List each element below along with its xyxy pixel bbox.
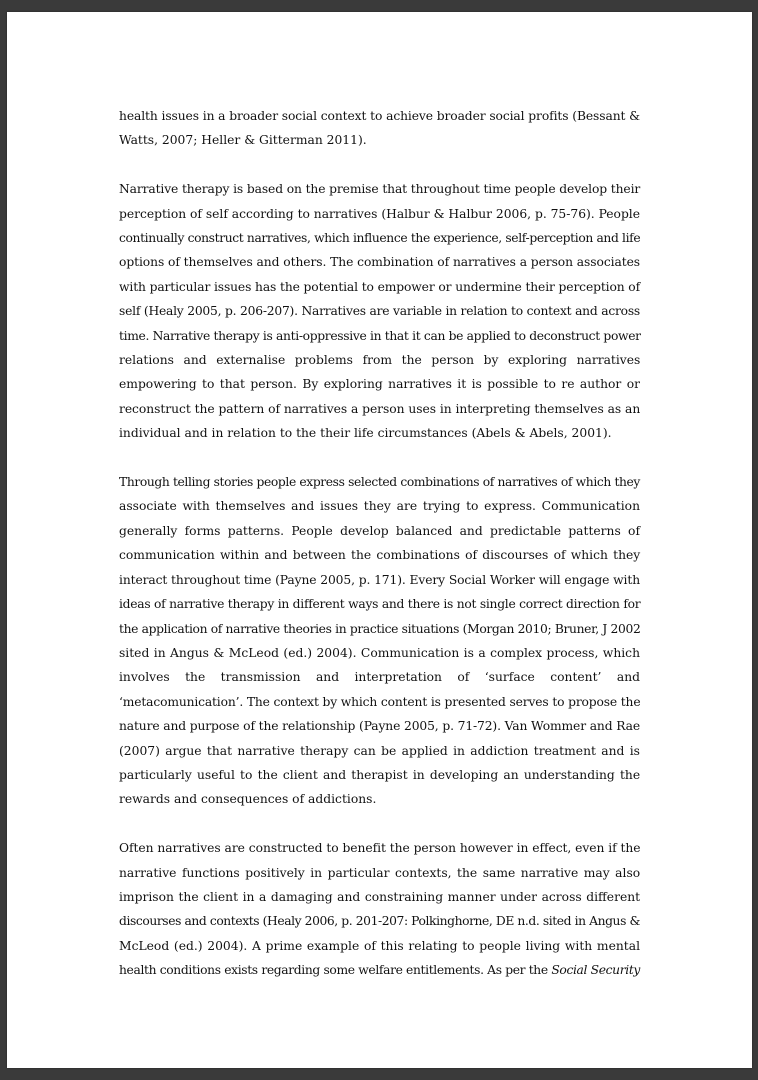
text-line: health conditions exists regarding some welfare entitlements. As per the <box>119 963 548 978</box>
text-line: rewards and consequences of addictions. <box>119 792 377 807</box>
text-line: associate with themselves and issues they are trying to express. Communication <box>119 499 640 514</box>
text-line: individual and in relation to the their life circumstances (Abels & Abels, 2001). <box>119 426 612 441</box>
text-line: imprison the client in a damaging and constraining manner under across different <box>119 889 641 904</box>
text-line: nature and purpose of the relationship (Payne 2005, p. 71-72). Van Wommer and Rae <box>119 719 640 734</box>
text-line: Watts, 2007; Heller & Gitterman 2011). <box>119 133 367 148</box>
italic-act-name: Social Security <box>551 963 640 978</box>
text-line: sited in Angus & McLeod (ed.) 2004). Communication is a complex process, which <box>119 645 640 660</box>
text-line: discourses and contexts (Healy 2006, p. 201-207: Polkinghorne, DE n.d. sited in Angus & <box>119 914 640 929</box>
text-line: health issues in a broader social context to achieve broader social profits (Bessant & <box>119 109 640 123</box>
text-line: the application of narrative theories in practice situations (Morgan 2010; Bruner, J 2002 <box>119 621 641 636</box>
paragraph-4 <box>119 836 640 982</box>
text-line: (2007) argue that narrative therapy can be applied in addiction treatment and is <box>119 743 640 758</box>
text-line: interact throughout time (Payne 2005, p. 171). Every Social Worker will engage with <box>119 572 641 587</box>
text-line: Narrative therapy is based on the premise that throughout time people develop their <box>119 182 641 197</box>
text-line: options of themselves and others. The combination of narratives a person associates <box>119 255 640 270</box>
paragraph-3 <box>119 470 640 812</box>
text-line: generally forms patterns. People develop balanced and predictable patterns of <box>119 523 640 538</box>
text-line: particularly useful to the client and therapist in developing an understanding the <box>119 767 641 782</box>
document-page <box>7 12 752 1068</box>
text-line: empowering to that person. By exploring narratives it is possible to re author or <box>119 377 640 392</box>
text-line: ‘metacomunication’. The context by which content is presented serves to propose the <box>119 694 641 709</box>
document-body <box>119 104 640 1007</box>
text-line: reconstruct the pattern of narratives a person uses in interpreting themselves as an <box>119 401 641 416</box>
text-line: involves the transmission and interpretation of ‘surface content’ and <box>119 670 640 685</box>
text-line: self (Healy 2005, p. 206-207). Narratives are variable in relation to context and across <box>119 304 640 319</box>
text-line: McLeod (ed.) 2004). A prime example of this relating to people living with mental <box>119 938 640 953</box>
text-line: continually construct narratives, which influence the experience, self-perception and life <box>119 231 641 246</box>
text-line: perception of self according to narratives (Halbur & Halbur 2006, p. 75-76). People <box>119 206 640 221</box>
paragraph-2 <box>119 177 640 445</box>
text-line: relations and externalise problems from the person by exploring narratives <box>119 353 641 368</box>
text-line: time. Narrative therapy is anti-oppressive in that it can be applied to deconstruct power <box>119 328 641 343</box>
text-line: with particular issues has the potential to empower or undermine their perception of <box>119 279 640 294</box>
text-line: communication within and between the combinations of discourses of which they <box>119 548 641 563</box>
text-line: Through telling stories people express selected combinations of narratives of which they <box>119 475 640 490</box>
text-line-with-italic-tail <box>119 958 640 982</box>
text-line: ideas of narrative therapy in different ways and there is not single correct direction for <box>119 597 641 612</box>
paragraph-1 <box>119 104 640 153</box>
text-line: narrative functions positively in particular contexts, the same narrative may also <box>119 865 641 880</box>
text-line: Often narratives are constructed to benefit the person however in effect, even if the <box>119 841 641 856</box>
